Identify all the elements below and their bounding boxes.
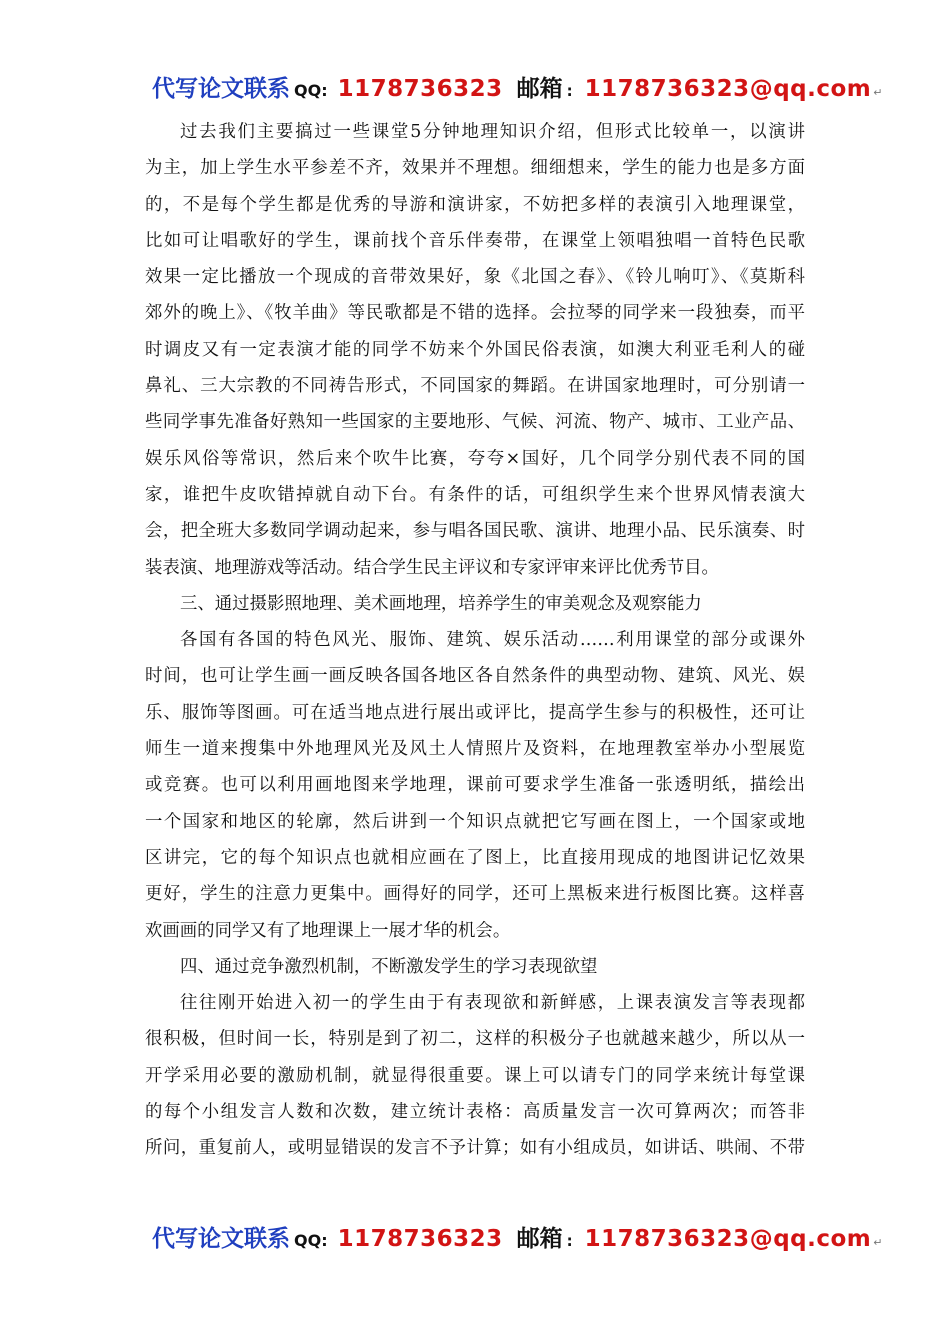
text-line: 郊外的晚上》、《牧羊曲》等民歌都是不错的选择。会拉琴的同学来一段独奏，而平 bbox=[145, 303, 805, 324]
text-line: 比如可让唱歌好的学生，课前找个音乐伴奏带，在课堂上领唱独唱一首特色民歌 bbox=[145, 230, 805, 251]
banner-mail-address: 1178736323@qq.com bbox=[584, 76, 872, 102]
text-line: 各国有各国的特色风光、服饰、建筑、娱乐活动……利用课堂的部分或课外 bbox=[180, 630, 805, 651]
paragraph-mark-icon: ↵ bbox=[873, 1236, 883, 1249]
text-line: 乐、服饰等图画。可在适当地点进行展出或评比，提高学生参与的积极性，还可让 bbox=[145, 702, 805, 723]
footer-contact-banner bbox=[152, 1220, 882, 1260]
text-line: 往往刚开始进入初一的学生由于有表现欲和新鲜感，上课表演发言等表现都 bbox=[180, 993, 805, 1014]
text-line: 的每个小组发言人数和次数，建立统计表格：高质量发言一次可算两次；而答非 bbox=[145, 1102, 805, 1123]
text-line: 开学采用必要的激励机制，就显得很重要。课上可以请专门的同学来统计每堂课 bbox=[145, 1065, 805, 1086]
banner-mail-label: 邮箱 bbox=[516, 1226, 563, 1252]
banner-mail-colon: : bbox=[566, 1232, 573, 1250]
text-line: 时间，也可让学生画一画反映各国各地区各自然条件的典型动物、建筑、风光、娱 bbox=[145, 666, 805, 687]
banner-mail-address: 1178736323@qq.com bbox=[584, 1226, 872, 1252]
text-line: 师生一道来搜集中外地理风光及风土人情照片及资料，在地理教室举办小型展览 bbox=[145, 739, 805, 760]
text-line: 些同学事先准备好熟知一些国家的主要地形、气候、河流、物产、城市、工业产品、 bbox=[145, 412, 805, 433]
banner-service-text: 代写论文联系 bbox=[152, 1226, 290, 1252]
text-line: 会，把全班大多数同学调动起来，参与唱各国民歌、演讲、地理小品、民乐演奏、时 bbox=[145, 521, 805, 542]
text-line: 过去我们主要搞过一些课堂5分钟地理知识介绍，但形式比较单一，以演讲 bbox=[180, 122, 805, 142]
banner-service-text: 代写论文联系 bbox=[152, 76, 290, 102]
banner-qq-label: QQ: bbox=[294, 81, 328, 100]
article-body bbox=[145, 114, 805, 1167]
text-line: 一个国家和地区的轮廓，然后讲到一个知识点就把它写画在图上，一个国家或地 bbox=[145, 811, 805, 832]
header-contact-banner bbox=[152, 70, 882, 110]
text-line: 区讲完，它的每个知识点也就相应画在了图上，比直接用现成的地图讲记忆效果 bbox=[145, 847, 805, 868]
text-line: 更好，学生的注意力更集中。画得好的同学，还可上黑板来进行板图比赛。这样喜 bbox=[145, 884, 805, 905]
text-line: 的，不是每个学生都是优秀的导游和演讲家，不妨把多样的表演引入地理课堂， bbox=[145, 194, 805, 215]
text-line: 或竞赛。也可以利用画地图来学地理，课前可要求学生准备一张透明纸，描绘出 bbox=[145, 775, 805, 796]
banner-qq-label: QQ: bbox=[294, 1231, 328, 1250]
text-line: 很积极，但时间一长，特别是到了初二，这样的积极分子也就越来越少，所以从一 bbox=[145, 1029, 805, 1050]
text-line: 效果一定比播放一个现成的音带效果好，象《北国之春》、《铃儿响叮》、《莫斯科 bbox=[145, 267, 805, 288]
text-line: 欢画画的同学又有了地理课上一展才华的机会。 bbox=[145, 920, 511, 941]
section-heading: 四、通过竞争激烈机制，不断激发学生的学习表现欲望 bbox=[180, 956, 598, 977]
banner-mail-label: 邮箱 bbox=[516, 76, 563, 102]
text-line: 为主，加上学生水平参差不齐，效果并不理想。细细想来，学生的能力也是多方面 bbox=[145, 158, 805, 179]
banner-mail-colon: : bbox=[566, 82, 573, 100]
text-line: 鼻礼、三大宗教的不同祷告形式，不同国家的舞蹈。在讲国家地理时，可分别请一 bbox=[145, 376, 805, 397]
text-line: 装表演、地理游戏等活动。结合学生民主评议和专家评审来评比优秀节目。 bbox=[145, 557, 719, 578]
banner-qq-number: 1178736323 bbox=[337, 1226, 503, 1252]
text-line: 家，谁把牛皮吹错掉就自动下台。有条件的话，可组织学生来个世界风情表演大 bbox=[145, 484, 805, 505]
paragraph-mark-icon: ↵ bbox=[873, 86, 883, 99]
section-heading: 三、通过摄影照地理、美术画地理，培养学生的审美观念及观察能力 bbox=[180, 593, 702, 614]
banner-qq-number: 1178736323 bbox=[337, 76, 503, 102]
text-line: 时调皮又有一定表演才能的同学不妨来个外国民俗表演，如澳大利亚毛利人的碰 bbox=[145, 339, 805, 360]
text-line: 娱乐风俗等常识，然后来个吹牛比赛，夸夸×国好，几个同学分别代表不同的国 bbox=[145, 448, 805, 469]
text-line: 所问，重复前人，或明显错误的发言不予计算；如有小组成员，如讲话、哄闹、不带 bbox=[145, 1138, 805, 1159]
